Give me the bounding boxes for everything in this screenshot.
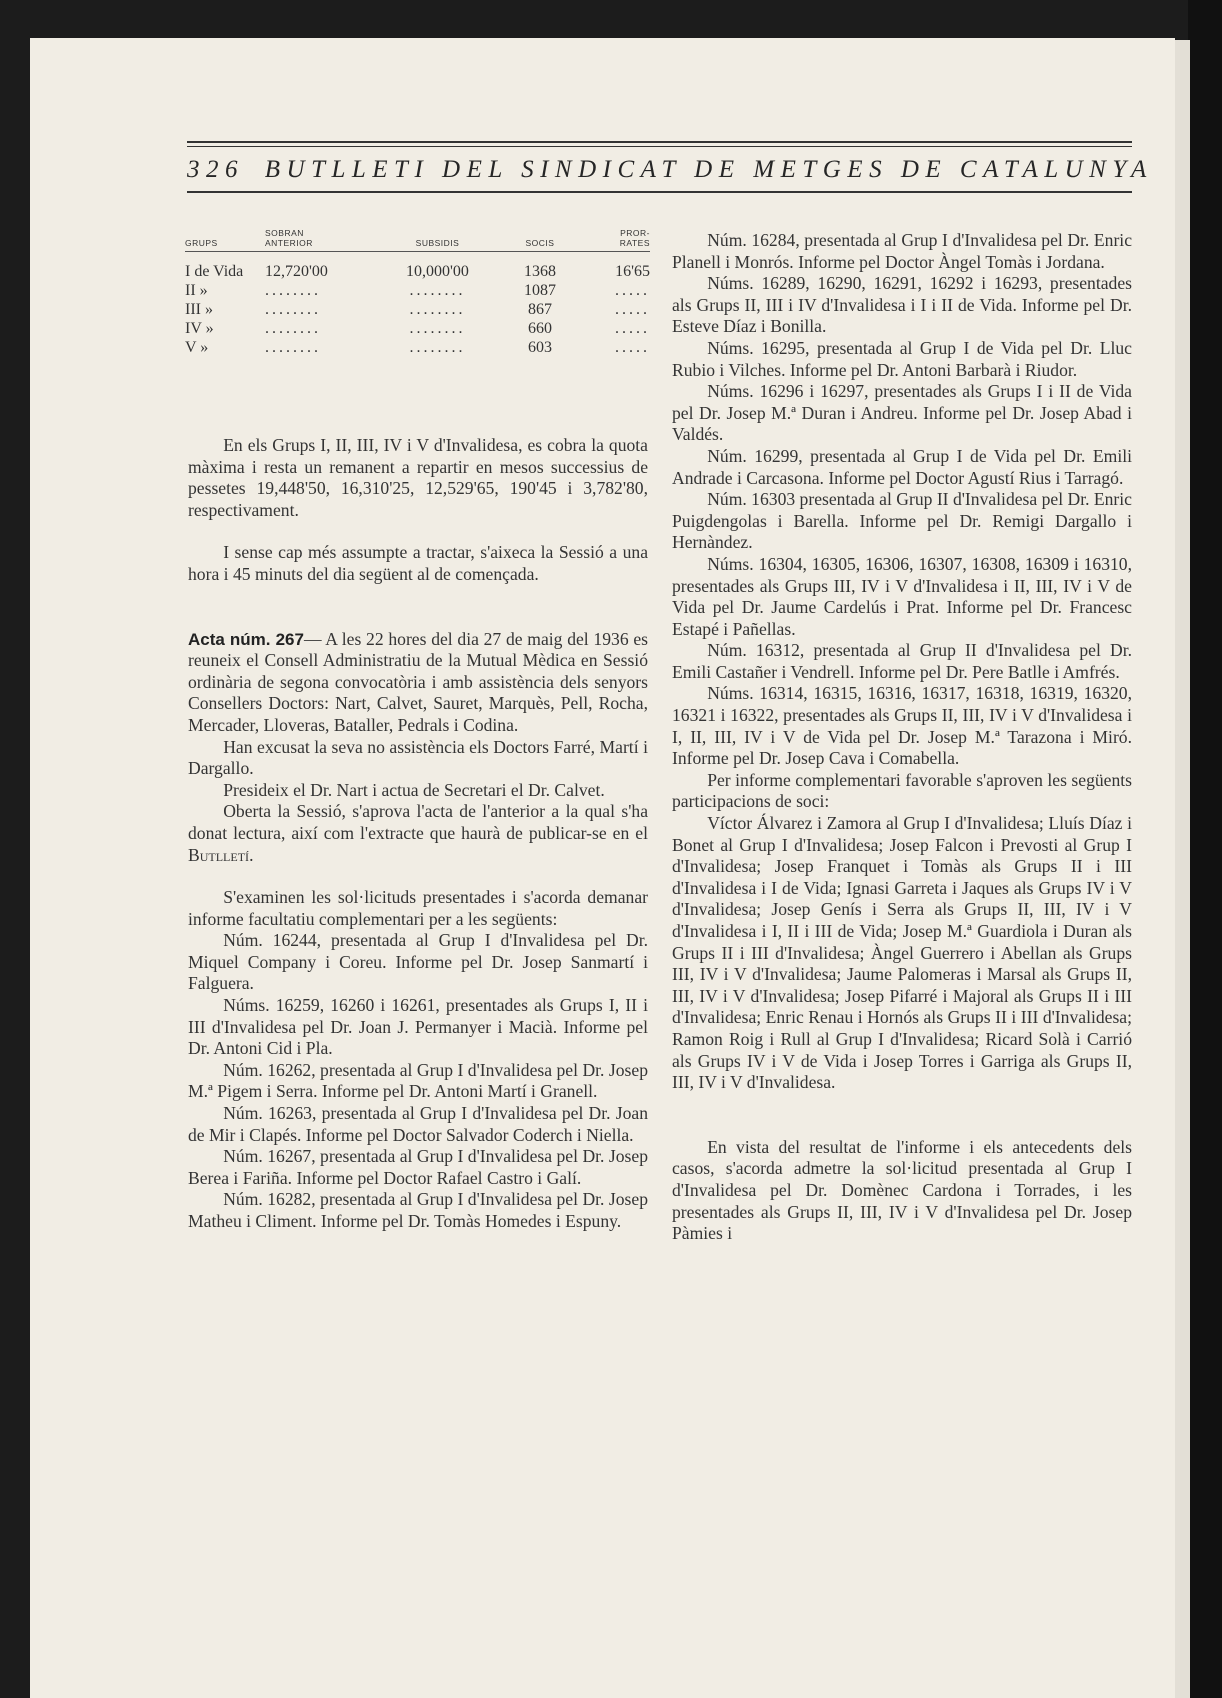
paragraph: Núms. 16259, 16260 i 16261, presentades als Grups I, II i III d'Invalidesa pel Dr. Joan J. Permanyer i Macià. Informe pel Dr. Antoni Cid i Pla. (188, 995, 648, 1059)
paragraph: S'examinen les sol·licituds presentades i s'acorda demanar informe facultatiu complementari per a les següents: (188, 887, 648, 929)
cell: II » (185, 282, 208, 299)
paragraph: Núm. 16312, presentada al Grup II d'Invalidesa pel Dr. Emili Castañer i Vendrell. Informe pel Dr. Pere Batlle i Amfrés. (672, 640, 1132, 682)
paragraph: Núm. 16263, presentada al Grup I d'Invalidesa pel Dr. Joan de Mir i Clapés. Informe pel Doctor Salvador Coderch i Niella. (188, 1103, 648, 1145)
table-row (185, 281, 650, 300)
journal-title: BUTLLETI DEL SINDICAT DE METGES DE CATALUNYA (264, 156, 1153, 183)
paragraph: Víctor Álvarez i Zamora al Grup I d'Invalidesa; Lluís Díaz i Bonet al Grup I d'Invalidesa; Josep Falcon i Prevosti al Grup I d'Invalidesa; Josep Franquet i Tomàs als Grups II i III d'Invalidesa i I de Vida; Ignasi Garreta i Jaques als Grups IV i V d'Invalidesa; Josep Genís i Serra als Grups II, III, IV i V d'Invalidesa i I, II i III de Vida; Josep M.ª Guardiola i Duran als Grups II i III d'Invalidesa; Àngel Guerrero i Abellan als Grups III, IV i V d'Invalidesa; Jaume Palomeras i Marsal als Grups II, III, IV i V d'Invalidesa; Josep Pifarré i Majoral als Grups II i III d'Invalidesa; Enric Renau i Hornós als Grups II i III d'Invalidesa; Ramon Roig i Rull al Grup I d'Invalidesa; Ricard Solà i Carrió als Grups IV i V de Vida i Josep Torres i Garriga als Grups II, III, IV i V d'Invalidesa. (672, 813, 1132, 1093)
right-column (672, 230, 1132, 1245)
cell: ..... (615, 339, 650, 356)
cell: ........ (409, 301, 466, 318)
butlleti-title: Butlletí (188, 844, 250, 865)
paragraph (188, 801, 648, 866)
cell: ........ (409, 339, 466, 356)
acta-label: Acta núm. 267 (188, 629, 304, 649)
paragraph: I sense cap més assumpte a tractar, s'aixeca la Sessió a una hora i 45 minuts del dia següent al de començada. (188, 542, 648, 584)
cell: 16'65 (615, 263, 650, 280)
paragraph: Per informe complementari favorable s'aproven les següents participacions de soci: (672, 769, 1132, 812)
paragraph: Núm. 16299, presentada al Grup I de Vida pel Dr. Emili Andrade i Carcasona. Informe pel Doctor Agustí Rius i Tarragó. (672, 445, 1132, 488)
paragraph: Presideix el Dr. Nart i actua de Secretari el Dr. Calvet. (223, 779, 605, 800)
acta-text: — A les 22 hores del dia 27 de maig del 1936 es reuneix el Consell Administratiu de la Mutual Mèdica en Sessió ordinària de segona convocatòria i amb assistència dels senyors Consellers Doctors: Nart, Calvet, Sauret, Marquès, Pell, Rocha, Mercader, Lloveras, Bataller, Pedrals i Codina. (188, 628, 649, 735)
paragraph: Núms. 16314, 16315, 16316, 16317, 16318, 16319, 16320, 16321 i 16322, presentades als Grups II, III, IV i V d'Invalidesa i I, II, III, IV i V de Vida pel Dr. Josep M.ª Tarazona i Miró. Informe pel Dr. Josep Cava i Comabella. (672, 683, 1132, 769)
cell: IV » (185, 320, 214, 337)
cell: ..... (615, 320, 650, 337)
cell: 660 (528, 320, 552, 337)
cell: ........ (265, 320, 321, 337)
paragraph: Núms. 16295, presentada al Grup I de Vida pel Dr. Lluc Rubio i Vilches. Informe pel Dr. Antoni Barbarà i Riudor. (672, 337, 1132, 380)
paragraph: Núm. 16282, presentada al Grup I d'Invalidesa pel Dr. Josep Matheu i Climent. Informe pel Dr. Tomàs Homedes i Espuny. (188, 1189, 648, 1231)
paragraph: Núm. 16244, presentada al Grup I d'Invalidesa pel Dr. Miquel Company i Coreu. Informe pel Dr. Josep Sanmartí i Falguera. (188, 930, 648, 994)
header-rule-top-thin (187, 146, 1132, 147)
cell: ........ (409, 282, 466, 299)
paragraph: Núm. 16303 presentada al Grup II d'Invalidesa pel Dr. Enric Puigdengolas i Barella. Informe pel Dr. Remigi Dargallo i Hernàndez. (672, 489, 1132, 553)
table-header-row (185, 228, 650, 252)
cell: ..... (615, 301, 650, 318)
cell: ........ (265, 282, 321, 299)
cell: ..... (615, 282, 650, 299)
paragraph: En vista del resultat de l'informe i els antecedents dels casos, s'acorda admetre la sol·licitud presentada al Grup I d'Invalidesa pel Dr. Domènec Cardona i Torrades, i les presentades als Grups II, III, IV i V d'Invalidesa pel Dr. Josep Pàmies i (672, 1136, 1132, 1244)
cell: 1087 (524, 282, 556, 299)
paragraph: En els Grups I, II, III, IV i V d'Invalidesa, es cobra la quota màxima i resta un remanent a repartir en mesos successius de pessetes 19,448'50, 16,310'25, 12,529'65, 190'45 i 3,782'80, respectivament. (188, 435, 648, 520)
paragraph: Han excusat la seva no assistència els Doctors Farré, Martí i Dargallo. (188, 736, 648, 779)
text: Oberta la Sessió, s'aprova l'acta de l'anterior a la qual s'ha donat lectura, així com l'extracte que haurà de publicar-se en el (188, 801, 648, 843)
cell: 12,720'00 (265, 263, 328, 280)
table-row (185, 319, 650, 338)
col-header-sobran: SOBRAN ANTERIOR (265, 228, 380, 252)
acta-paragraph (188, 629, 648, 737)
paragraph: Núms. 16304, 16305, 16306, 16307, 16308, 16309 i 16310, presentades als Grups III, IV i V d'Invalidesa i II, III, IV i V de Vida pel Dr. Jaume Cardelús i Prat. Informe pel Dr. Francesc Estapé i Pañellas. (672, 553, 1132, 639)
header-rule-bottom (187, 191, 1132, 193)
paragraph: Núm. 16284, presentada al Grup I d'Invalidesa pel Dr. Enric Planell i Monrós. Informe pel Doctor Àngel Tomàs i Jordana. (672, 230, 1132, 272)
paragraph: Núms. 16296 i 16297, presentades als Grups I i II de Vida pel Dr. Josep M.ª Duran i Andreu. Informe pel Dr. Josep Abad i Valdés. (672, 381, 1132, 445)
running-header (187, 150, 1153, 190)
cell: I de Vida (185, 263, 244, 280)
header-rule-top (187, 141, 1132, 143)
paragraph: Núms. 16289, 16290, 16291, 16292 i 16293, presentades als Grups II, III i IV d'Invalidesa i I i II de Vida. Informe pel Dr. Esteve Díaz i Bonilla. (672, 273, 1132, 337)
cell: ........ (265, 301, 321, 318)
book-spine (1188, 0, 1222, 1698)
paragraph: Núm. 16267, presentada al Grup I d'Invalidesa pel Dr. Josep Berea i Fariña. Informe pel Doctor Rafael Castro i Galí. (188, 1146, 648, 1188)
col-header-prorrates: PROR- RATES (585, 228, 650, 252)
col-header-socis: SOCIS (495, 228, 585, 252)
cell: ........ (409, 320, 466, 337)
cell: ........ (265, 339, 321, 356)
cell: 867 (528, 301, 552, 318)
cell: 10,000'00 (406, 263, 469, 280)
table-row (185, 300, 650, 319)
page-number: 326 (187, 156, 244, 183)
paragraph: Núm. 16262, presentada al Grup I d'Invalidesa pel Dr. Josep M.ª Pigem i Serra. Informe pel Dr. Antoni Martí i Granell. (188, 1059, 648, 1102)
subsidies-table (185, 228, 650, 357)
cell: III » (185, 301, 213, 318)
table-row (185, 252, 650, 282)
cell: 1368 (524, 263, 556, 280)
text: . (249, 844, 254, 865)
table-row (185, 338, 650, 357)
cell: 603 (528, 339, 552, 356)
col-header-subsidis: SUBSIDIS (380, 228, 495, 252)
col-header-grups: GRUPS (185, 228, 265, 252)
left-column (188, 435, 648, 1233)
cell: V » (185, 339, 209, 356)
